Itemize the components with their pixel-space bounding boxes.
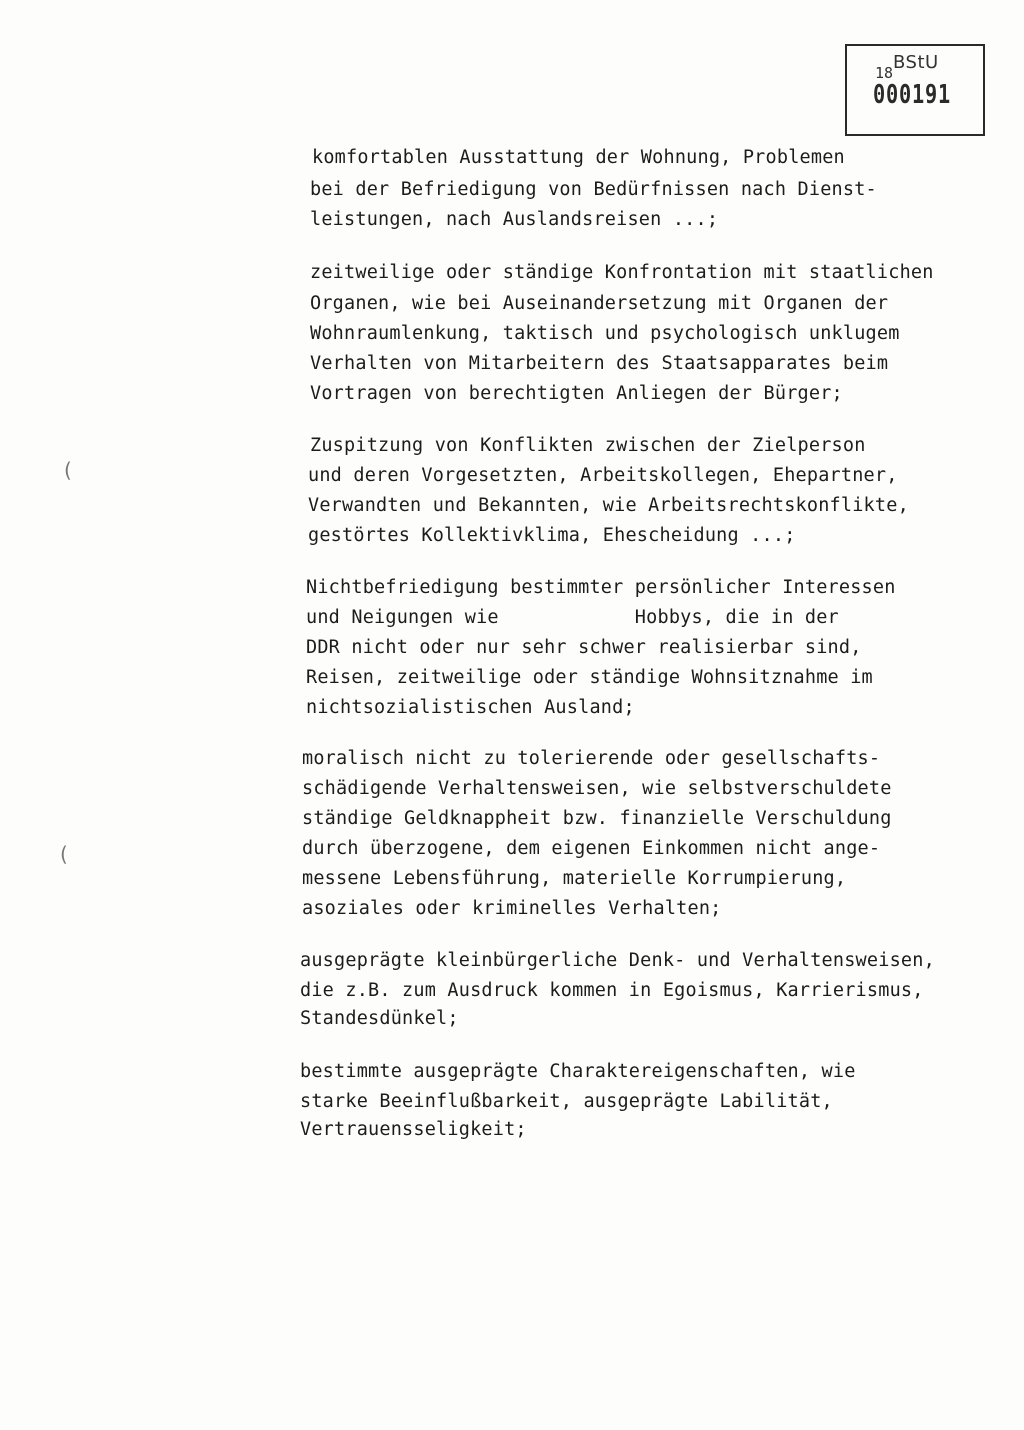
text-line: moralisch nicht zu tolerierende oder gesellschafts- [302,748,881,769]
text-line: ständige Geldknappheit bzw. finanzielle Verschuldung [302,808,892,829]
text-line: ausgeprägte kleinbürgerliche Denk- und Verhaltensweisen, [300,950,935,971]
text-line: Reisen, zeitweilige oder ständige Wohnsitznahme im [306,667,873,688]
text-line: durch überzogene, dem eigenen Einkommen nicht ange- [302,838,881,859]
text-line: bestimmte ausgeprägte Charaktereigenschaften, wie [300,1061,856,1082]
text-line: Organen, wie bei Auseinandersetzung mit Organen der [310,293,889,314]
text-line: Vertrauensseligkeit; [300,1119,527,1140]
text-line: Verhalten von Mitarbeitern des Staatsapparates beim [310,353,889,374]
text-line: Wohnraumlenkung, taktisch und psychologisch unklugem [310,323,900,344]
text-line: gestörtes Kollektivklima, Ehescheidung ...; [308,525,796,546]
text-line: komfortablen Ausstattung der Wohnung, Problemen [312,147,845,168]
text-line: die z.B. zum Ausdruck kommen in Egoismus, Karrierismus, [300,980,924,1001]
text-line: Verwandten und Bekannten, wie Arbeitsrechtskonflikte, [308,495,909,516]
text-line: starke Beeinflußbarkeit, ausgeprägte Labilität, [300,1091,833,1112]
text-line: nichtsozialistischen Ausland; [306,697,635,718]
text-line: schädigende Verhaltensweisen, wie selbstverschuldete [302,778,892,799]
stamp-document-number: 000191 [873,80,951,110]
text-line: und deren Vorgesetzten, Arbeitskollegen, Ehepartner, [308,465,898,486]
text-line: bei der Befriedigung von Bedürfnissen nach Dienst- [310,179,877,200]
text-line: Zuspitzung von Konflikten zwischen der Zielperson [310,435,866,456]
text-line: Standesdünkel; [300,1008,459,1029]
stamp-label: BStU [893,52,939,73]
stamp-page-number: 18 [875,64,894,82]
margin-mark: ( [60,842,68,866]
text-line: und Neigungen wie Hobbys, die in der [306,607,839,628]
text-line: Nichtbefriedigung bestimmter persönlicher Interessen [306,577,896,598]
text-line: Vortragen von berechtigten Anliegen der Bürger; [310,383,843,404]
text-line: leistungen, nach Auslandsreisen ...; [310,209,719,230]
text-line: zeitweilige oder ständige Konfrontation mit staatlichen [310,262,934,283]
margin-mark: ( [64,458,72,482]
text-line: asoziales oder kriminelles Verhalten; [302,898,722,919]
archive-stamp [845,44,985,136]
text-line: messene Lebensführung, materielle Korrumpierung, [302,868,847,889]
text-line: DDR nicht oder nur sehr schwer realisierbar sind, [306,637,862,658]
